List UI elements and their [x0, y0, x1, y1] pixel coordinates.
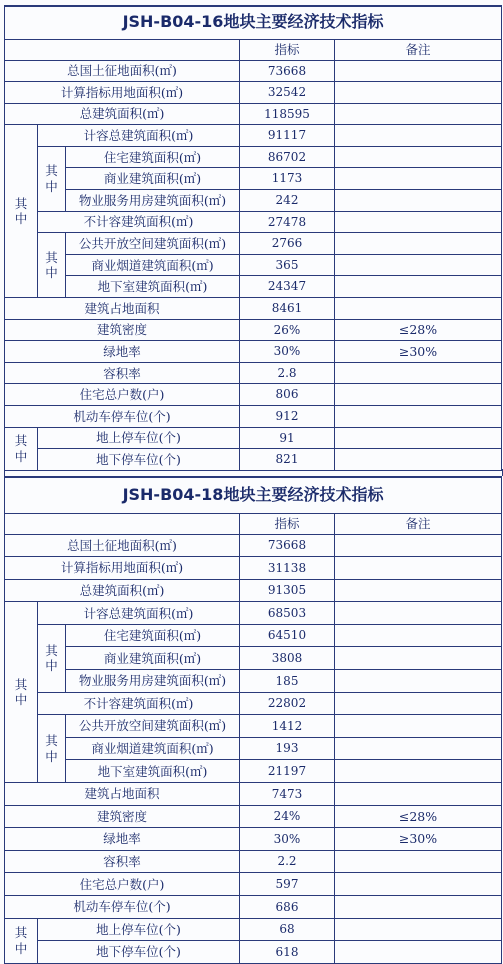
table-row [5, 384, 502, 406]
row-remark [335, 602, 502, 625]
row-label: 总建筑面积(㎡) [5, 579, 240, 602]
row-label: 总建筑面积(㎡) [5, 103, 240, 125]
row-remark [335, 276, 502, 298]
row-remark [335, 737, 502, 760]
row-value: 2.2 [240, 850, 335, 873]
table-row [5, 624, 502, 647]
row-label: 机动车停车位(个) [5, 896, 240, 919]
row-label: 容积率 [5, 850, 240, 873]
indicator-table-b04-18 [4, 476, 502, 964]
row-remark: ≥30% [335, 341, 502, 363]
row-remark [335, 579, 502, 602]
table-row [5, 557, 502, 580]
row-remark [335, 254, 502, 276]
row-remark [335, 783, 502, 806]
row-remark [335, 873, 502, 896]
row-remark [335, 406, 502, 428]
group-label-parking [5, 427, 38, 470]
row-value: 30% [240, 341, 335, 363]
row-remark [335, 715, 502, 738]
group-label-inner [38, 624, 66, 692]
row-value: 73668 [240, 60, 335, 82]
row-label: 计算指标用地面积(㎡) [5, 557, 240, 580]
row-remark [335, 557, 502, 580]
row-value: 193 [240, 737, 335, 760]
table-row [5, 760, 502, 783]
row-label: 建筑密度 [5, 319, 240, 341]
row-label: 地上停车位(个) [38, 427, 240, 449]
table-row [5, 579, 502, 602]
table-row [5, 534, 502, 557]
row-label: 住宅建筑面积(㎡) [66, 624, 240, 647]
header-indicator: 指标 [240, 513, 335, 534]
row-label: 住宅建筑面积(㎡) [66, 146, 240, 168]
row-label: 地下停车位(个) [38, 449, 240, 471]
group-label-inner [38, 715, 66, 783]
row-remark [335, 941, 502, 964]
group-label-char: 其 [45, 249, 58, 265]
table-row [5, 276, 502, 298]
row-remark: ≤28% [335, 805, 502, 828]
group-label-inner [38, 146, 66, 211]
row-label: 绿地率 [5, 341, 240, 363]
row-value: 22802 [240, 692, 335, 715]
table-row [5, 146, 502, 168]
row-remark [335, 760, 502, 783]
row-value: 68 [240, 918, 335, 941]
table-row [5, 918, 502, 941]
group-label-char: 中 [14, 448, 28, 464]
row-remark [335, 692, 502, 715]
table-row [5, 737, 502, 760]
row-value: 365 [240, 254, 335, 276]
row-label: 计容总建筑面积(㎡) [38, 125, 240, 147]
row-value: 3808 [240, 647, 335, 670]
row-remark [335, 82, 502, 104]
row-remark [335, 534, 502, 557]
group-label-outer [5, 125, 38, 298]
indicator-table-b04-16 [4, 5, 502, 471]
row-remark [335, 427, 502, 449]
group-label-char: 其 [14, 925, 28, 941]
row-label: 住宅总户数(户) [5, 873, 240, 896]
row-value: 118595 [240, 103, 335, 125]
row-remark [335, 918, 502, 941]
row-label: 商业建筑面积(㎡) [66, 168, 240, 190]
table-row [5, 60, 502, 82]
row-value: 597 [240, 873, 335, 896]
table-row [5, 873, 502, 896]
group-label-char: 中 [45, 178, 58, 194]
group-label-inner [38, 233, 66, 298]
table-row [5, 190, 502, 212]
group-label-char: 中 [14, 940, 28, 956]
row-value: 2.8 [240, 362, 335, 384]
table-row [5, 783, 502, 806]
row-label: 地下停车位(个) [38, 941, 240, 964]
table-row [5, 233, 502, 255]
group-label-parking [5, 918, 38, 963]
row-value: 24347 [240, 276, 335, 298]
row-value: 2766 [240, 233, 335, 255]
row-label: 商业烟道建筑面积(㎡) [66, 254, 240, 276]
table-row [5, 298, 502, 320]
table-row [5, 254, 502, 276]
row-value: 91117 [240, 125, 335, 147]
table-row [5, 896, 502, 919]
row-value: 73668 [240, 534, 335, 557]
group-label-char: 其 [45, 733, 58, 749]
table-row [5, 168, 502, 190]
row-value: 21197 [240, 760, 335, 783]
row-value: 242 [240, 190, 335, 212]
row-value: 618 [240, 941, 335, 964]
row-remark [335, 449, 502, 471]
row-value: 27478 [240, 211, 335, 233]
header-blank [5, 39, 240, 60]
row-label: 绿地率 [5, 828, 240, 851]
table-row [5, 715, 502, 738]
table-title: JSH-B04-18地块主要经济技术指标 [5, 477, 502, 513]
group-label-char: 中 [45, 265, 58, 281]
table-row [5, 427, 502, 449]
group-label-outer [5, 602, 38, 783]
row-value: 64510 [240, 624, 335, 647]
row-value: 31138 [240, 557, 335, 580]
group-label-char: 其 [45, 642, 58, 658]
row-value: 686 [240, 896, 335, 919]
row-remark [335, 298, 502, 320]
row-value: 1412 [240, 715, 335, 738]
row-label: 地下室建筑面积(㎡) [66, 276, 240, 298]
row-remark [335, 211, 502, 233]
row-label: 建筑占地面积 [5, 783, 240, 806]
row-label: 不计容建筑面积(㎡) [38, 692, 240, 715]
row-label: 总国土征地面积(㎡) [5, 60, 240, 82]
table-row [5, 692, 502, 715]
row-label: 住宅总户数(户) [5, 384, 240, 406]
row-value: 91 [240, 427, 335, 449]
row-remark [335, 384, 502, 406]
row-value: 91305 [240, 579, 335, 602]
table-row [5, 941, 502, 964]
table-row [5, 406, 502, 428]
row-label: 建筑占地面积 [5, 298, 240, 320]
row-value: 806 [240, 384, 335, 406]
row-label: 建筑密度 [5, 805, 240, 828]
table-row [5, 828, 502, 851]
row-value: 912 [240, 406, 335, 428]
row-remark [335, 647, 502, 670]
row-value: 1173 [240, 168, 335, 190]
row-remark [335, 60, 502, 82]
table-row [5, 647, 502, 670]
row-label: 地下室建筑面积(㎡) [66, 760, 240, 783]
row-value: 68503 [240, 602, 335, 625]
row-remark [335, 233, 502, 255]
table-row [5, 319, 502, 341]
table-row [5, 82, 502, 104]
group-label-char: 其 [14, 676, 28, 692]
row-label: 物业服务用房建筑面积(㎡) [66, 670, 240, 693]
row-remark [335, 850, 502, 873]
row-remark [335, 624, 502, 647]
row-value: 86702 [240, 146, 335, 168]
table-row [5, 362, 502, 384]
row-remark [335, 362, 502, 384]
table-row [5, 103, 502, 125]
row-value: 24% [240, 805, 335, 828]
group-label-char: 中 [45, 658, 58, 674]
table-row [5, 602, 502, 625]
row-label: 地上停车位(个) [38, 918, 240, 941]
row-label: 商业烟道建筑面积(㎡) [66, 737, 240, 760]
row-label: 总国土征地面积(㎡) [5, 534, 240, 557]
row-remark [335, 125, 502, 147]
row-label: 物业服务用房建筑面积(㎡) [66, 190, 240, 212]
header-remark: 备注 [335, 39, 502, 60]
row-value: 32542 [240, 82, 335, 104]
row-label: 商业建筑面积(㎡) [66, 647, 240, 670]
row-label: 公共开放空间建筑面积(㎡) [66, 233, 240, 255]
table-title: JSH-B04-16地块主要经济技术指标 [5, 6, 502, 39]
row-label: 计算指标用地面积(㎡) [5, 82, 240, 104]
table-row [5, 850, 502, 873]
table-row [5, 125, 502, 147]
group-label-char: 其 [14, 433, 28, 449]
row-remark [335, 190, 502, 212]
group-label-char: 中 [14, 692, 28, 708]
row-remark [335, 670, 502, 693]
row-remark [335, 168, 502, 190]
row-value: 8461 [240, 298, 335, 320]
row-label: 计容总建筑面积(㎡) [38, 602, 240, 625]
table-row [5, 211, 502, 233]
table-row [5, 805, 502, 828]
row-label: 不计容建筑面积(㎡) [38, 211, 240, 233]
row-remark [335, 103, 502, 125]
table-row [5, 449, 502, 471]
row-remark [335, 146, 502, 168]
header-remark: 备注 [335, 513, 502, 534]
row-label: 机动车停车位(个) [5, 406, 240, 428]
row-label: 容积率 [5, 362, 240, 384]
row-label: 公共开放空间建筑面积(㎡) [66, 715, 240, 738]
row-value: 7473 [240, 783, 335, 806]
row-value: 30% [240, 828, 335, 851]
group-label-char: 其 [14, 195, 28, 211]
row-remark: ≥30% [335, 828, 502, 851]
header-blank [5, 513, 240, 534]
table-row [5, 341, 502, 363]
group-label-char: 中 [45, 748, 58, 764]
row-value: 185 [240, 670, 335, 693]
group-label-char: 其 [45, 163, 58, 179]
group-label-char: 中 [14, 211, 28, 227]
header-indicator: 指标 [240, 39, 335, 60]
table-row [5, 670, 502, 693]
row-remark [335, 896, 502, 919]
row-value: 821 [240, 449, 335, 471]
row-remark: ≤28% [335, 319, 502, 341]
row-value: 26% [240, 319, 335, 341]
